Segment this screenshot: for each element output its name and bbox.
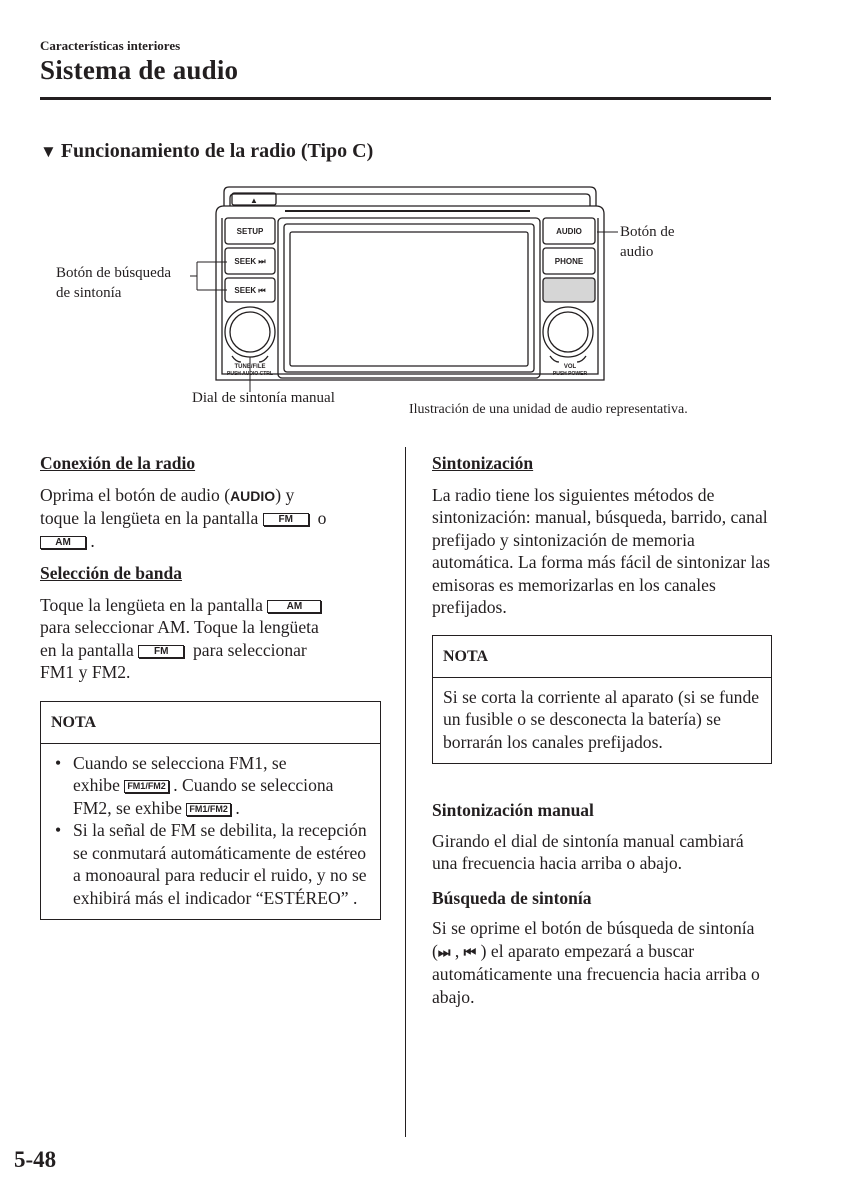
note-bullet-1: • Cuando se selecciona FM1, se exhibe FM1/FM2 . Cuando se selecciona FM2, se exhibe FM1/FM2 . bbox=[51, 752, 370, 820]
seek-down-label: SEEK ⏮ bbox=[234, 286, 266, 295]
tune-knob bbox=[225, 307, 275, 357]
heading-radio-connection: Conexión de la radio bbox=[40, 453, 196, 473]
audio-button-symbol: AUDIO bbox=[230, 487, 276, 504]
am-tab-symbol: AM bbox=[40, 536, 86, 549]
note-heading: NOTA bbox=[41, 702, 380, 744]
paragraph-radio-connection: Oprima el botón de audio (AUDIO) y toque la lengüeta en la pantalla FM o AM . bbox=[40, 484, 327, 551]
figure-caption: Ilustración de una unidad de audio representativa. bbox=[409, 402, 688, 417]
paragraph-manual-tuning: Girando el dial de sintonía manual cambiará una frecuencia hacia arriba o abajo. bbox=[432, 830, 744, 873]
section-label: Características interiores bbox=[40, 38, 181, 53]
paragraph-band-selection: Toque la lengüeta en la pantalla AM para seleccionar AM. Toque la lengüeta en la pantalla FM para seleccionar FM1 y FM2. bbox=[40, 594, 380, 684]
triangle-marker-icon: ▼ bbox=[40, 142, 57, 161]
dial-callout: Dial de sintonía manual bbox=[192, 390, 335, 406]
seek-button-callout: Botón de búsqueda de sintonía bbox=[56, 265, 171, 301]
heading-band-selection: Selección de banda bbox=[40, 563, 182, 583]
left-column bbox=[40, 452, 380, 684]
volume-knob bbox=[543, 307, 593, 357]
am-tab-symbol: AM bbox=[267, 600, 321, 613]
eject-bar bbox=[224, 187, 596, 206]
heading-manual-tuning: Sintonización manual bbox=[432, 800, 594, 820]
audio-unit-illustration bbox=[0, 0, 845, 440]
tune-knob-sublabel: PUSH AUDIO CTRL bbox=[227, 371, 273, 377]
audio-label: AUDIO bbox=[556, 227, 582, 236]
heading-tuning: Sintonización bbox=[432, 453, 534, 473]
setup-label: SETUP bbox=[236, 227, 264, 236]
note-body-text: Si se corta la corriente al aparato (si se funde un fusible o se desconecta la batería) se borrarán los canales prefijados. bbox=[443, 686, 760, 752]
audio-button-callout: Botón de audio bbox=[620, 224, 675, 260]
heading-seek-tuning: Búsqueda de sintonía bbox=[432, 887, 592, 908]
paragraph-seek-tuning: Si se oprime el botón de búsqueda de sintonía (⏭ , ⏮ ) el aparato empezará a buscar automáticamente una frecuencia hacia arriba o abajo. bbox=[432, 918, 760, 1007]
fm1-fm2-indicator: FM1/FM2 bbox=[186, 803, 231, 816]
screen bbox=[284, 224, 534, 372]
right-column-lower bbox=[432, 799, 772, 1008]
fm-tab-symbol: FM bbox=[138, 645, 184, 658]
right-column bbox=[432, 452, 772, 619]
phone-label: PHONE bbox=[554, 257, 584, 266]
column-divider bbox=[405, 447, 406, 1137]
seek-up-icon: ⏭ bbox=[437, 943, 451, 960]
paragraph-tuning: La radio tiene los siguientes métodos de sintonización: manual, búsqueda, barrido, canal prefijado y sintonización de memoria automática. La forma más fácil de sintonizar las emisoras es memorizarlas en los canales prefijados. bbox=[432, 484, 771, 617]
volume-knob-sublabel: PUSH POWER bbox=[552, 371, 588, 377]
blank-button bbox=[543, 278, 595, 302]
note-box-right bbox=[432, 635, 772, 764]
note-bullet-2: • Si la señal de FM se debilita, la recepción se conmutará automáticamente de estéreo a monoaural para reducir el ruido, y no se exhibirá más el indicador “ESTÉREO” . bbox=[51, 819, 370, 909]
screen-bezel bbox=[278, 218, 540, 378]
tune-knob-label: TUNE/FILE bbox=[234, 364, 266, 370]
page-title: Sistema de audio bbox=[40, 55, 239, 85]
fm-tab-symbol: FM bbox=[263, 513, 309, 526]
subheading-text: Funcionamiento de la radio (Tipo C) bbox=[60, 140, 374, 162]
page-number: 5-48 bbox=[14, 1147, 57, 1172]
seek-down-icon: ⏮ bbox=[463, 943, 477, 960]
seek-up-label: SEEK ⏭ bbox=[234, 257, 266, 266]
eject-icon: ▲ bbox=[250, 196, 258, 205]
note-box-left bbox=[40, 701, 381, 920]
note-heading: NOTA bbox=[433, 636, 771, 678]
volume-knob-label: VOL bbox=[563, 364, 577, 370]
fm1-fm2-indicator: FM1/FM2 bbox=[124, 780, 169, 793]
